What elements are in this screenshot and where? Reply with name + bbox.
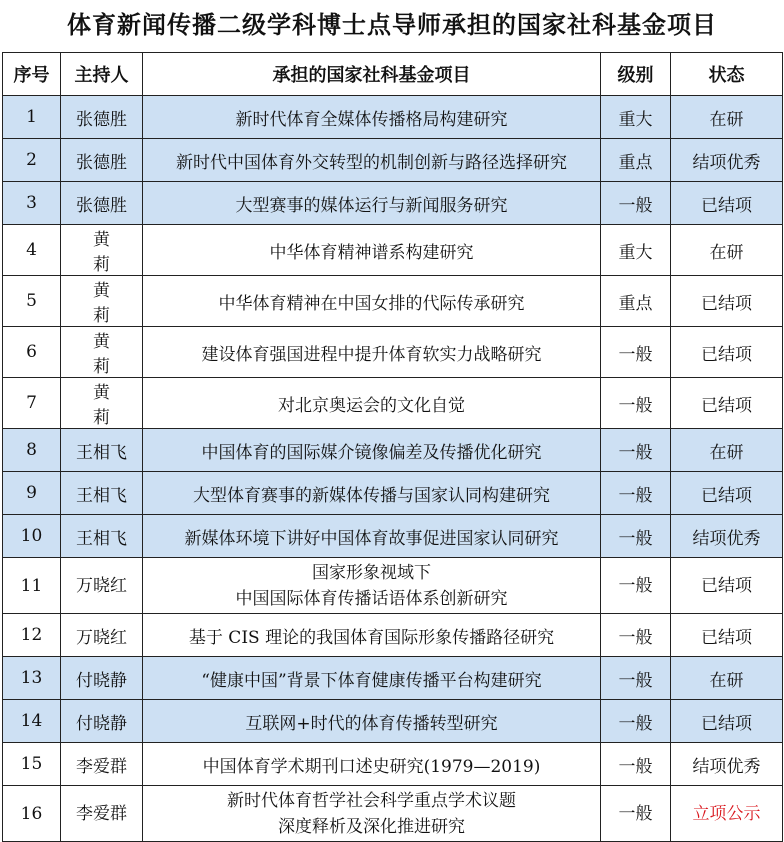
projects-table — [2, 52, 783, 842]
header-status: 状态 — [671, 53, 783, 96]
row-project — [143, 558, 601, 614]
row-host: 李爱群 — [61, 786, 143, 842]
project-title-line: 新媒体环境下讲好中国体育故事促进国家认同研究 — [184, 528, 559, 549]
row-index: 2 — [3, 139, 61, 182]
row-index: 7 — [3, 378, 61, 429]
table-row — [3, 657, 783, 700]
row-host: 王相飞 — [61, 472, 143, 515]
row-level: 重大 — [601, 225, 671, 276]
project-title-line: 大型体育赛事的新媒体传播与国家认同构建研究 — [193, 485, 550, 506]
project-title-line: 基于 CIS 理论的我国体育国际形象传播路径研究 — [188, 627, 555, 648]
table-row — [3, 700, 783, 743]
row-status: 已结项 — [671, 558, 783, 614]
row-host: 黄莉 — [61, 378, 143, 429]
row-project — [143, 614, 601, 657]
row-project — [143, 700, 601, 743]
project-title-line: “健康中国”背景下体育健康传播平台构建研究 — [201, 670, 542, 691]
row-project — [143, 327, 601, 378]
project-title-line: 大型赛事的媒体运行与新闻服务研究 — [235, 195, 508, 216]
row-project — [143, 472, 601, 515]
row-level: 一般 — [601, 614, 671, 657]
row-level: 一般 — [601, 657, 671, 700]
row-status: 立项公示 — [671, 786, 783, 842]
row-index: 13 — [3, 657, 61, 700]
table-row — [3, 786, 783, 842]
table-row — [3, 515, 783, 558]
row-index: 4 — [3, 225, 61, 276]
row-level: 一般 — [601, 378, 671, 429]
row-project — [143, 786, 601, 842]
header-project: 承担的国家社科基金项目 — [143, 53, 601, 96]
table-row — [3, 743, 783, 786]
table-row — [3, 472, 783, 515]
row-index: 12 — [3, 614, 61, 657]
row-index: 16 — [3, 786, 61, 842]
row-status: 已结项 — [671, 327, 783, 378]
row-level: 一般 — [601, 429, 671, 472]
row-status: 已结项 — [671, 182, 783, 225]
table-row — [3, 225, 783, 276]
row-project — [143, 276, 601, 327]
table-row — [3, 182, 783, 225]
project-title-line: 新时代中国体育外交转型的机制创新与路径选择研究 — [176, 152, 567, 173]
row-host: 张德胜 — [61, 96, 143, 139]
row-host: 张德胜 — [61, 139, 143, 182]
table-row — [3, 139, 783, 182]
row-project — [143, 515, 601, 558]
project-title-line: 深度释析及深化推进研究 — [278, 816, 465, 837]
row-status: 结项优秀 — [671, 515, 783, 558]
project-title-line: 建设体育强国进程中提升体育软实力战略研究 — [201, 344, 542, 365]
row-level: 一般 — [601, 743, 671, 786]
row-level: 一般 — [601, 786, 671, 842]
header-index: 序号 — [3, 53, 61, 96]
row-status: 在研 — [671, 225, 783, 276]
row-index: 6 — [3, 327, 61, 378]
row-host: 黄莉 — [61, 225, 143, 276]
row-project — [143, 225, 601, 276]
row-host: 王相飞 — [61, 515, 143, 558]
row-level: 重点 — [601, 139, 671, 182]
row-project — [143, 429, 601, 472]
row-host: 张德胜 — [61, 182, 143, 225]
row-status: 已结项 — [671, 378, 783, 429]
row-index: 5 — [3, 276, 61, 327]
table-row — [3, 327, 783, 378]
row-status: 已结项 — [671, 700, 783, 743]
header-host: 主持人 — [61, 53, 143, 96]
project-title-line: 中华体育精神谱系构建研究 — [269, 242, 474, 263]
table-header-row — [3, 53, 783, 96]
page-title: 体育新闻传播二级学科博士点导师承担的国家社科基金项目 — [67, 10, 717, 39]
row-level: 一般 — [601, 515, 671, 558]
project-title-line: 新时代体育全媒体传播格局构建研究 — [235, 109, 508, 130]
row-host: 王相飞 — [61, 429, 143, 472]
project-title-line: 中华体育精神在中国女排的代际传承研究 — [218, 293, 525, 314]
row-status: 已结项 — [671, 614, 783, 657]
row-index: 9 — [3, 472, 61, 515]
row-host: 黄莉 — [61, 276, 143, 327]
row-level: 一般 — [601, 327, 671, 378]
row-status: 已结项 — [671, 472, 783, 515]
row-project — [143, 96, 601, 139]
row-index: 15 — [3, 743, 61, 786]
project-title-line: 互联网+时代的体育传播转型研究 — [245, 713, 498, 734]
row-project — [143, 182, 601, 225]
row-level: 一般 — [601, 700, 671, 743]
row-index: 8 — [3, 429, 61, 472]
table-row — [3, 276, 783, 327]
row-index: 3 — [3, 182, 61, 225]
row-project — [143, 743, 601, 786]
project-title-line: 中国体育的国际媒介镜像偏差及传播优化研究 — [201, 442, 542, 463]
row-index: 11 — [3, 558, 61, 614]
table-row — [3, 378, 783, 429]
row-level: 一般 — [601, 182, 671, 225]
row-level: 一般 — [601, 558, 671, 614]
row-status: 已结项 — [671, 276, 783, 327]
table-body — [3, 96, 783, 842]
row-status: 在研 — [671, 96, 783, 139]
row-host: 付晓静 — [61, 700, 143, 743]
table-row — [3, 614, 783, 657]
row-status: 结项优秀 — [671, 139, 783, 182]
row-host: 万晓红 — [61, 614, 143, 657]
project-title-line: 新时代体育哲学社会科学重点学术议题 — [227, 790, 516, 811]
table-row — [3, 558, 783, 614]
header-level: 级别 — [601, 53, 671, 96]
row-status: 结项优秀 — [671, 743, 783, 786]
project-title-line: 国家形象视域下 — [312, 562, 431, 583]
row-host: 万晓红 — [61, 558, 143, 614]
table-row — [3, 429, 783, 472]
row-level: 重点 — [601, 276, 671, 327]
table-row — [3, 96, 783, 139]
row-level: 一般 — [601, 472, 671, 515]
row-index: 14 — [3, 700, 61, 743]
row-project — [143, 657, 601, 700]
row-project — [143, 378, 601, 429]
row-index: 1 — [3, 96, 61, 139]
row-host: 李爱群 — [61, 743, 143, 786]
project-title-line: 中国体育学术期刊口述史研究(1979—2019) — [202, 756, 541, 777]
project-title-line: 对北京奥运会的文化自觉 — [278, 395, 465, 416]
row-level: 重大 — [601, 96, 671, 139]
row-host: 付晓静 — [61, 657, 143, 700]
row-status: 在研 — [671, 429, 783, 472]
row-status: 在研 — [671, 657, 783, 700]
row-index: 10 — [3, 515, 61, 558]
project-title-line: 中国国际体育传播话语体系创新研究 — [235, 588, 508, 609]
row-project — [143, 139, 601, 182]
row-host: 黄莉 — [61, 327, 143, 378]
